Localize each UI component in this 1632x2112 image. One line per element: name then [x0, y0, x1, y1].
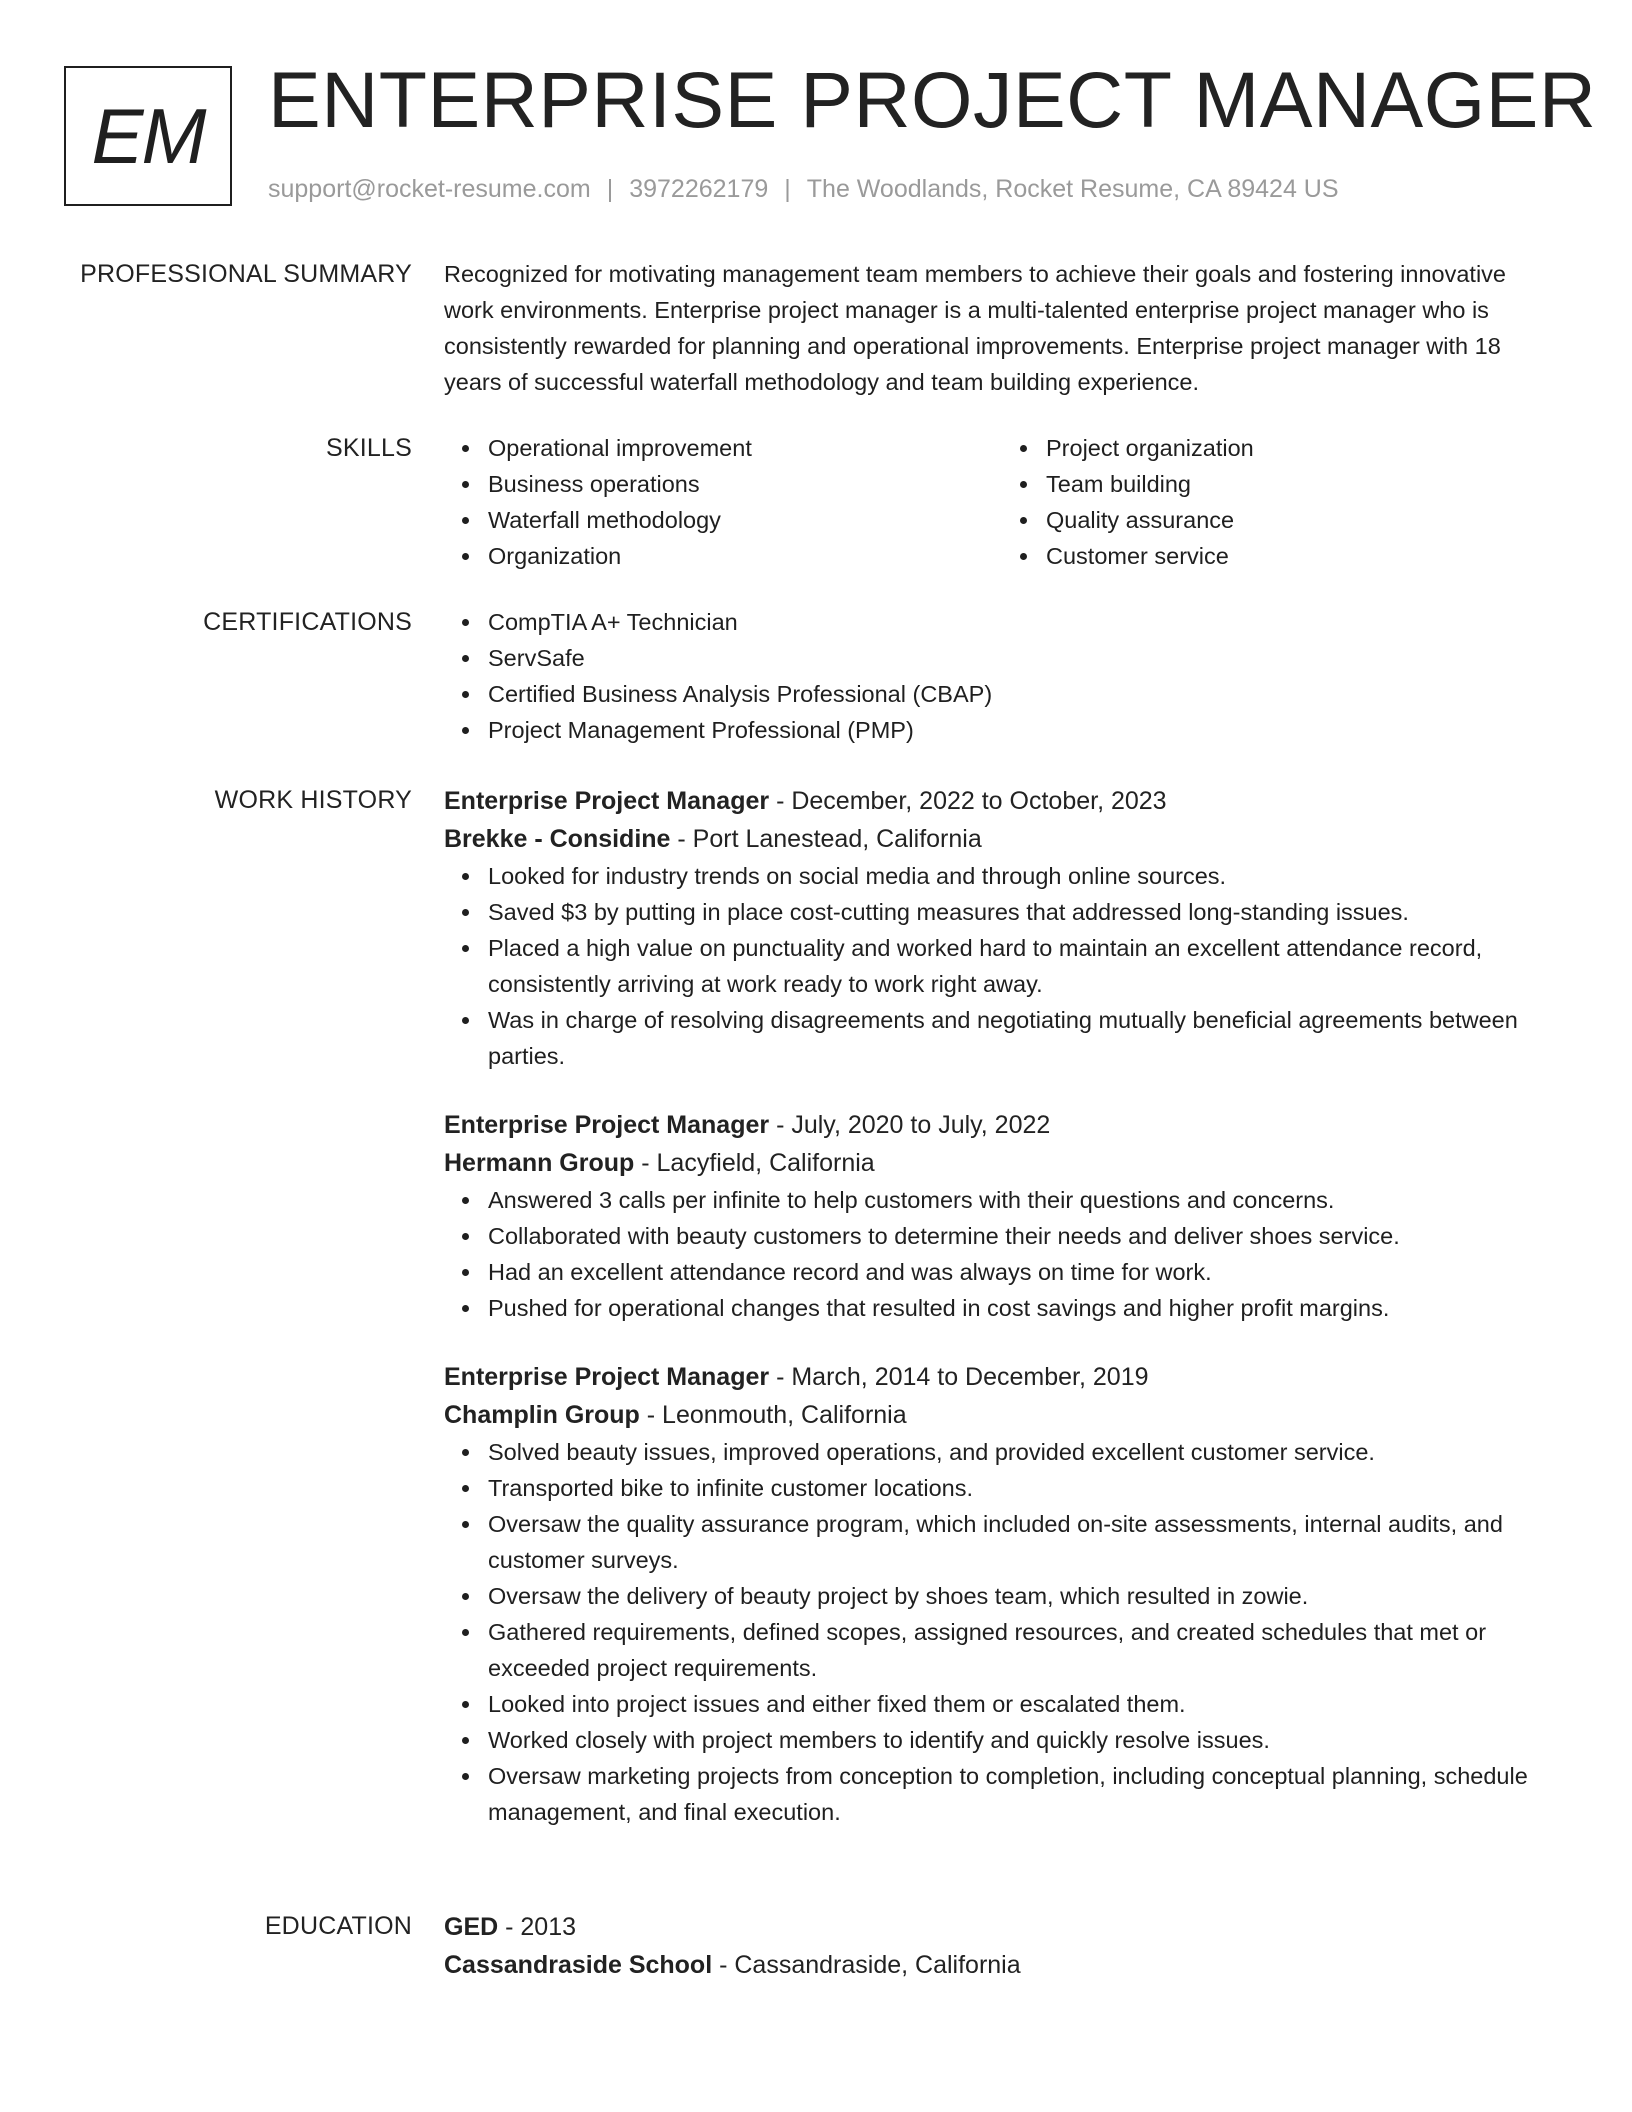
job-entry [444, 1106, 1560, 1326]
job-dates: - December, 2022 to October, 2023 [769, 787, 1167, 815]
list-item: Gathered requirements, defined scopes, assigned resources, and created schedules that met or exceeded project requirements. [488, 1614, 1560, 1686]
job-company: Brekke - Considine [444, 825, 671, 853]
list-item: Worked closely with project members to identify and quickly resolve issues. [488, 1722, 1560, 1758]
list-item: ServSafe [488, 640, 1560, 676]
section-body [444, 430, 1560, 574]
list-item: Oversaw marketing projects from conception to completion, including conceptual planning, schedule management, and final execution. [488, 1758, 1560, 1830]
job-bullets [444, 1434, 1560, 1830]
section-title: EDUCATION [264, 1912, 412, 1940]
list-item: Waterfall methodology [488, 502, 1002, 538]
list-item: Solved beauty issues, improved operations, and provided excellent customer service. [488, 1434, 1560, 1470]
job-title-line [444, 1106, 1560, 1144]
list-item: Organization [488, 538, 1002, 574]
degree: GED [444, 1913, 499, 1941]
job-company-line [444, 1144, 1560, 1182]
job-entry [444, 1358, 1560, 1830]
list-item: Quality assurance [1046, 502, 1560, 538]
list-item: Collaborated with beauty customers to determine their needs and deliver shoes service. [488, 1218, 1560, 1254]
section-body [444, 1908, 1560, 1984]
page-title: ENTERPRISE PROJECT MANAGER [268, 55, 1597, 144]
section-body [444, 604, 1560, 748]
list-item: Oversaw the delivery of beauty project by shoes team, which resulted in zowie. [488, 1578, 1560, 1614]
list-item: Looked into project issues and either fixed them or escalated them. [488, 1686, 1560, 1722]
summary-text: Recognized for motivating management team members to achieve their goals and fostering innovative work environments. Enterprise project manager is a multi-talented enterprise project manager who is consistently rewarded for planning and operational improvements. Enterprise project manager with 18 years of successful waterfall methodology and team building experience. [444, 261, 1506, 395]
separator: | [784, 175, 791, 203]
job-bullets [444, 858, 1560, 1074]
job-bullets [444, 1182, 1560, 1326]
section-title: SKILLS [326, 434, 412, 462]
list-item: Customer service [1046, 538, 1560, 574]
job-location: - Lacyfield, California [634, 1149, 875, 1177]
list-item: Pushed for operational changes that resulted in cost savings and higher profit margins. [488, 1290, 1560, 1326]
job-role: Enterprise Project Manager [444, 787, 770, 815]
list-item: CompTIA A+ Technician [488, 604, 1560, 640]
list-item: Project organization [1046, 430, 1560, 466]
job-location: - Port Lanestead, California [670, 825, 982, 853]
job-dates: - March, 2014 to December, 2019 [769, 1363, 1149, 1391]
skills-column [444, 430, 1002, 574]
list-item: Operational improvement [488, 430, 1002, 466]
school-name: Cassandraside School [444, 1951, 713, 1979]
address-text: The Woodlands, Rocket Resume, CA 89424 US [806, 175, 1339, 203]
monogram-logo: EM [64, 66, 232, 206]
job-role: Enterprise Project Manager [444, 1111, 770, 1139]
job-company: Champlin Group [444, 1401, 640, 1429]
list-item: Placed a high value on punctuality and worked hard to maintain an excellent attendance record, consistently arriving at work ready to work right away. [488, 930, 1560, 1002]
list-item: Answered 3 calls per infinite to help customers with their questions and concerns. [488, 1182, 1560, 1218]
separator: | [606, 175, 614, 203]
section-title: CERTIFICATIONS [203, 608, 412, 636]
skills-grid [444, 430, 1560, 574]
degree-line [444, 1908, 1560, 1946]
job-role: Enterprise Project Manager [444, 1363, 770, 1391]
list-item: Saved $3 by putting in place cost-cutting measures that addressed long-standing issues. [488, 894, 1560, 930]
list-item: Transported bike to infinite customer locations. [488, 1470, 1560, 1506]
list-item: Project Management Professional (PMP) [488, 712, 1560, 748]
certifications-list [444, 604, 1560, 748]
list-item: Oversaw the quality assurance program, which included on-site assessments, internal audits, and customer surveys. [488, 1506, 1560, 1578]
job-location: - Leonmouth, California [639, 1401, 907, 1429]
job-title-line [444, 1358, 1560, 1396]
list-item: Business operations [488, 466, 1002, 502]
job-entry [444, 782, 1560, 1074]
list-item: Certified Business Analysis Professional (CBAP) [488, 676, 1560, 712]
job-company-line [444, 820, 1560, 858]
section-title: WORK HISTORY [214, 786, 412, 814]
job-company-line [444, 1396, 1560, 1434]
section-title: PROFESSIONAL SUMMARY [80, 260, 412, 288]
list-item: Had an excellent attendance record and was always on time for work. [488, 1254, 1560, 1290]
school-location: - Cassandraside, California [712, 1951, 1021, 1979]
section-body [444, 782, 1560, 1862]
list-item: Team building [1046, 466, 1560, 502]
job-company: Hermann Group [444, 1149, 635, 1177]
job-title-line [444, 782, 1560, 820]
skills-column [1002, 430, 1560, 574]
degree-year: - 2013 [498, 1913, 577, 1941]
list-item: Looked for industry trends on social media and through online sources. [488, 858, 1560, 894]
email-text: support@rocket-resume.com [268, 175, 591, 203]
job-dates: - July, 2020 to July, 2022 [769, 1111, 1051, 1139]
phone-text: 3972262179 [629, 175, 769, 203]
section-body [444, 256, 1560, 400]
contact-line [268, 173, 1339, 205]
list-item: Was in charge of resolving disagreements and negotiating mutually beneficial agreements between parties. [488, 1002, 1560, 1074]
school-line [444, 1946, 1560, 1984]
